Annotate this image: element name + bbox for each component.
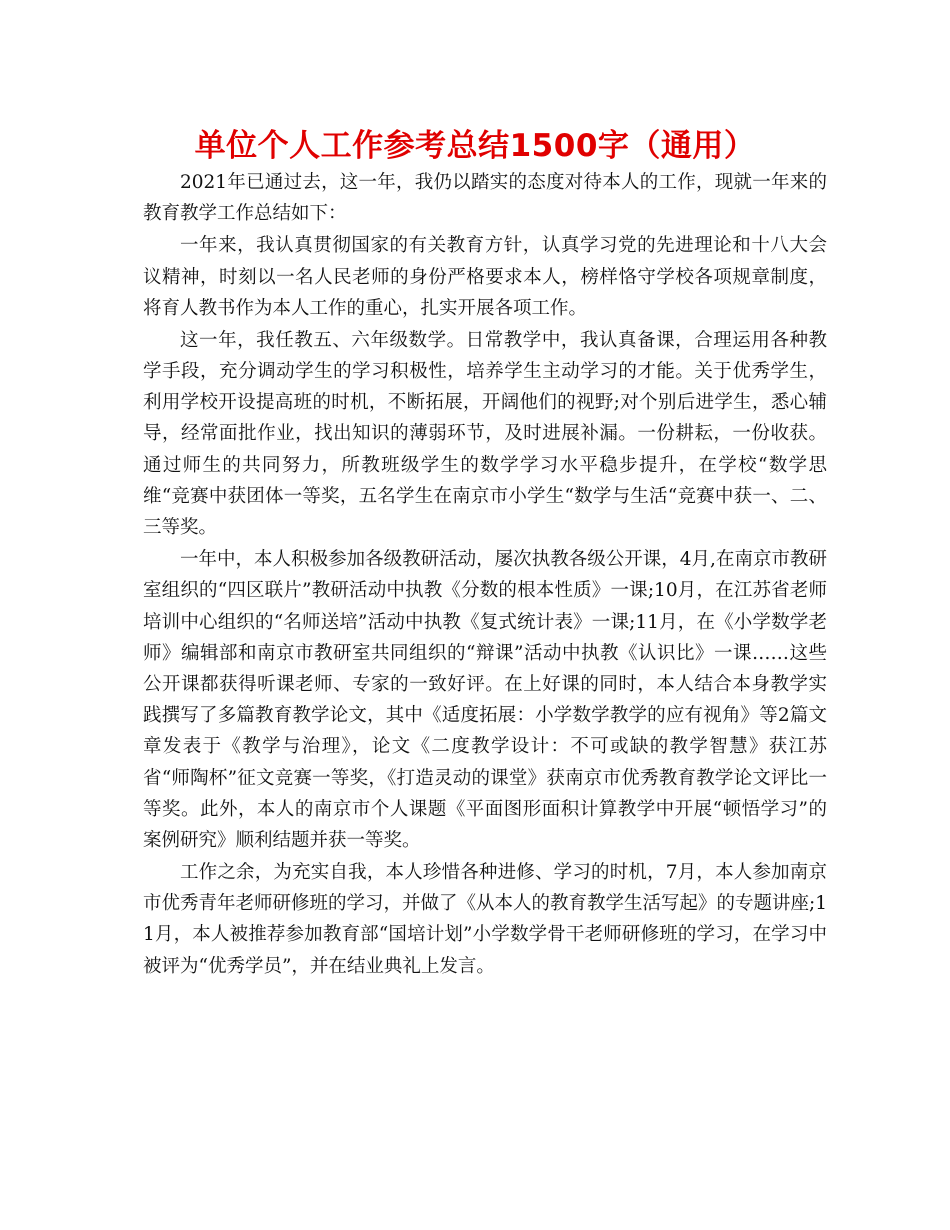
paragraph-intro: 2021年已通过去，这一年，我仍以踏实的态度对待本人的工作，现就一年来的教育教学工作总结如下：	[143, 172, 827, 225]
paragraph-teaching: 这一年，我任教五、六年级数学。日常教学中，我认真备课，合理运用各种教学手段，充分调动学生的学习积极性，培养学生主动学习的才能。关于优秀学生，利用学校开设提高班的时机，不断拓展，开阔他们的视野;对个别后进学生，悉心辅导，经常面批作业，找出知识的薄弱环节，及时进展补漏。一份耕耘，一份收获。通过师生的共同努力，所教班级学生的数学学习水平稳步提升，在学校“数学思维“竞赛中获团体一等奖，五名学生在南京市小学生“数学与生活“竞赛中获一、二、三等奖。	[143, 329, 827, 539]
document-body	[143, 167, 827, 983]
paragraph-training: 工作之余，为充实自我，本人珍惜各种进修、学习的时机，7月，本人参加南京市优秀青年老师研修班的学习，并做了《从本人的教育教学生活写起》的专题讲座;11月，本人被推荐参加教育部“国培计划”小学数学骨干老师研修班的学习，在学习中被评为“优秀学员”，并在结业典礼上发言。	[143, 862, 828, 977]
paragraph-research: 一年中，本人积极参加各级教研活动，屡次执教各级公开课，4月,在南京市教研室组织的“四区联片”教研活动中执教《分数的根本性质》一课;10月，在江苏省老师培训中心组织的“名师送培”活动中执教《复式统计表》一课;11月，在《小学数学老师》编辑部和南京市教研室共同组织的“辩课”活动中执教《认识比》一课……这些公开课都获得听课老师、专家的一致好评。在上好课的同时，本人结合本身教学实践撰写了多篇教育教学论文，其中《适度拓展：小学数学教学的应有视角》等2篇文章发表于《教学与治理》，论文《二度教学设计：不可或缺的教学智慧》获江苏省“师陶杯”征文竞赛一等奖，《打造灵动的课堂》获南京市优秀教育教学论文评比一等奖。此外，本人的南京市个人课题《平面图形面积计算教学中开展“顿悟学习”的案例研究》顺利结题并获一等奖。	[143, 549, 827, 851]
document-title: 单位个人工作参考总结1500字（通用）	[194, 128, 756, 164]
paragraph-policy: 一年来，我认真贯彻国家的有关教育方针，认真学习党的先进理论和十八大会议精神，时刻以一名人民老师的身份严格要求本人，榜样恪守学校各项规章制度，将育人教书作为本人工作的重心，扎实开展各项工作。	[143, 235, 827, 319]
